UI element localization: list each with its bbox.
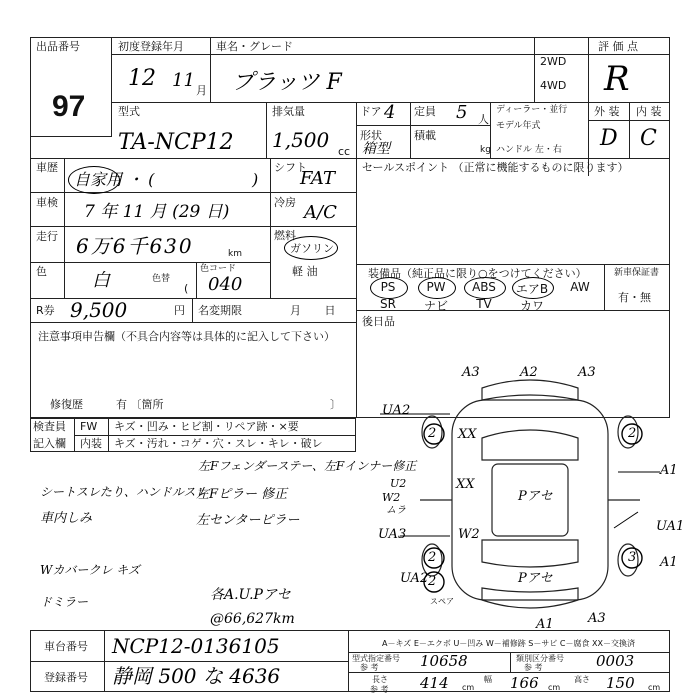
note-1: 左Fフェンダーステー、左Fインナー修正 [198,459,417,473]
diag-mura: ムラ [386,505,406,516]
name-change-value: 月 日 [290,304,336,317]
exterior-label: 外 装 [594,105,620,118]
row-2 [30,226,356,227]
fuel-label: 燃料 [274,229,296,242]
rating-value: R [604,59,630,99]
footer-sep-1 [104,630,105,692]
mileage-label: 走行 [36,230,58,243]
diag-ua2-bl: UA2 [400,571,429,586]
diag-a1-r2: A1 [660,555,678,570]
diag-a1-r1: A1 [660,463,678,478]
row-3 [30,262,270,263]
history-value: 自家用 ・ ( [74,170,155,189]
length-ref: 参 考 [370,685,389,694]
row-5 [30,322,356,323]
note-2: シートスレたり、ハンドルスレ [40,485,208,499]
model-label: 車名・グレード [216,40,293,53]
equip-pw: PW [426,280,446,294]
rating-label: 評 価 点 [598,40,638,53]
fuel-gas: ガソリン [290,242,334,255]
history-selected-circle [68,166,120,194]
color-code-label: 色コード [200,264,237,274]
shift-value: FAT [300,168,335,189]
color-code-value: 040 [208,274,243,295]
footer-sep-2 [348,630,349,692]
equip-ps: PS [380,280,396,294]
height-unit: cm [648,683,661,692]
inspection-value: 7 年 11 月 (29 日) [84,202,230,222]
height-label: 高さ [574,675,590,684]
inspection-label: 車検 [36,196,58,209]
class-value: 0003 [596,652,635,670]
loadcap-label: 積載 [414,129,436,142]
loadcap-unit: kg [480,145,491,155]
width-unit: cm [548,683,561,692]
type-label: 型式 [118,105,140,118]
inspector-label-2: 記入欄 [33,437,66,450]
mileage-unit: km [228,249,242,259]
width-value: 166 [510,674,539,692]
capacity-unit: 人 [478,113,489,126]
left-label-col [64,158,65,298]
fuel-diesel: 軽 油 [292,265,318,278]
equip-tv: TV [476,297,492,311]
equip-circle-ps [370,277,408,299]
sales-point-label: セールスポイント （正常に機能するものに限ります） [362,161,629,174]
displacement-label: 排気量 [272,105,305,118]
first-reg-label: 初度登録年月 [118,40,184,53]
reg-label: 登録番号 [44,671,88,684]
footer-right-mid [348,672,670,673]
equip-top [356,264,670,265]
color-change-label: 色替 [152,274,171,284]
inspector-mid [74,435,356,436]
form-label: 形状 [360,129,382,142]
spec-sep-3 [410,102,411,158]
exterior-value: D [600,126,618,151]
mileage-value: 6万6千630 [76,234,194,258]
first-reg-month-unit: 月 [196,84,207,97]
model-cert-label: 型式指定番号 [352,654,400,663]
note-9: @66,627km [210,611,295,627]
diag-passe-2: Pアセ [518,571,553,586]
legend: A－キズ E－エクボ U－凹み W－補修跡 S－サビ C－腐食 XX－交換済 [382,639,636,648]
diag-passe-1: Pアセ [518,489,553,504]
model-cert-ref: 参 考 [360,663,379,672]
note-5: 左センターピラー [196,513,300,528]
footer-mid [30,661,348,662]
diag-a3-tr: A3 [578,365,596,380]
warranty-value: 有・無 [618,291,651,304]
rating-sub-sep [629,102,630,158]
history-label: 車歴 [36,161,58,174]
drive-4wd: 4WD [540,79,567,92]
shift-label: シフト [274,161,307,174]
dealer-label: ディーラー・並行 [496,105,568,115]
diag-ua1: UA1 [656,519,685,534]
left-right-divider [356,158,357,418]
recycle-sep [192,298,193,322]
diag-w2-2: W2 [458,527,480,542]
model-year-label: モデル年式 [496,121,541,131]
width-label: 幅 [484,675,492,684]
aircon-value: A/C [304,202,337,223]
first-reg-month: 11 [172,70,195,91]
length-value: 414 [420,674,449,692]
inspector-label-1: 検査員 [33,420,66,433]
capacity-value: 5 [456,102,468,123]
class-ref: 参 考 [524,663,543,672]
recycle-label: R券 [36,304,55,317]
diag-a1-bottom: A1 [536,617,554,632]
equip-sr: SR [380,297,396,311]
displacement-value: 1,500 [272,128,330,152]
note-8: 各A.U.Pアセ [210,587,291,603]
equip-circle-abs [464,277,506,299]
name-change-label: 名変期限 [198,304,242,317]
equip-circle-pw [418,277,456,299]
doors-value: 4 [384,102,396,123]
class-label: 類別区分番号 [516,654,564,663]
diag-w2: W2 [382,491,401,504]
header-sep-2 [534,37,535,102]
equip-navi: ナビ [423,299,448,313]
height-value: 150 [606,674,635,692]
color-value: 白 [92,270,110,291]
note-3: 左Fピラー 修正 [196,487,288,502]
inspector-fw: FW [80,420,98,433]
diag-spare: スペア [430,597,454,606]
header-divider [112,54,588,55]
repair-value: 有 〔箇所 [116,398,164,411]
equip-leather: カワ [519,299,544,313]
fuel-selected-circle [284,236,338,260]
doors-label: ドア [360,105,382,118]
chassis-label: 車台番号 [44,640,88,653]
length-unit: cm [462,683,475,692]
diag-a3-tl: A3 [462,365,480,380]
reg-value: 静岡 500 な 4636 [112,664,281,688]
note-6: Wカバークレ キズ [40,563,140,577]
diag-circle-num-1: 2 [428,426,437,441]
equip-airbag: エアB [515,282,549,296]
diag-circle-num-3: 2 [428,550,437,565]
handle-label: ハンドル 左・右 [496,145,562,155]
inspector-naiso: 内装 [80,437,102,450]
repair-label: 修復歴 [50,398,83,411]
equip-aw: AW [570,280,590,294]
diag-circle-num-5: 3 [628,550,637,565]
diag-ua3: UA3 [378,527,407,542]
diag-u2: U2 [390,477,407,490]
equipment-label: 装備品（純正品に限り○をつけてください） [368,267,587,280]
interior-value: C [640,126,657,151]
equip-abs: ABS [472,280,496,294]
aircon-label: 冷房 [274,196,296,209]
displacement-unit: cc [338,145,351,158]
spec-sep-2 [356,102,357,158]
lot-number: 97 [52,90,86,123]
diag-a3-bottom: A3 [588,611,606,626]
diag-circle-num-2: 2 [628,426,637,441]
report-label: 注意事項申告欄（不具合内容等は具体的に記入して下さい） [38,330,335,343]
warranty-label: 新車保証書 [614,268,660,278]
lot-number-label: 出品番号 [36,40,80,53]
interior-label: 内 装 [636,105,662,118]
color-change-value: ( [184,282,189,295]
header-sep-1 [210,37,211,102]
spec-bottom [30,158,670,159]
later-label: 後日品 [362,315,395,328]
model-value: プラッツ F [232,70,342,95]
color-label: 色 [36,265,47,278]
footer-right-sep [510,652,511,672]
length-label: 長さ [372,675,388,684]
diag-circle-num-4: 2 [428,574,437,589]
diag-ua2-l: UA2 [382,403,411,418]
recycle-unit: 円 [174,304,185,317]
chassis-value: NCP12-0136105 [112,634,280,658]
diag-xx-2: XX [456,477,475,492]
capacity-label: 定員 [414,105,436,118]
type-value: TA-NCP12 [118,130,234,155]
drive-2wd: 2WD [540,55,567,68]
spec-mid [356,125,490,126]
rating-divider [588,54,670,55]
equip-circle-airbag [512,277,554,299]
inspector-fw-items: キズ・凹み・ヒビ割・リペア跡・×要 [114,420,299,433]
note-4: 車内しみ [40,511,93,526]
header-sep-3 [588,37,589,176]
recycle-value: 9,500 [70,298,128,322]
diag-a2-top: A2 [520,365,538,380]
form-value: 箱型 [362,141,390,157]
diag-xx-1: XX [458,427,477,442]
repair-close: 〕 [330,398,341,411]
spec-sep-1 [266,102,267,158]
row-1 [30,192,356,193]
inspector-naiso-items: キズ・汚れ・コゲ・穴・スレ・キレ・破レ [114,437,323,450]
color-sep [196,262,197,298]
first-reg-year: 12 [128,66,156,91]
equip-sep [604,264,605,310]
note-7: ドミラー [40,595,89,609]
mid-col [270,158,271,298]
model-cert-value: 10658 [420,652,468,670]
later-top [356,310,670,311]
history-close: ) [252,170,259,189]
